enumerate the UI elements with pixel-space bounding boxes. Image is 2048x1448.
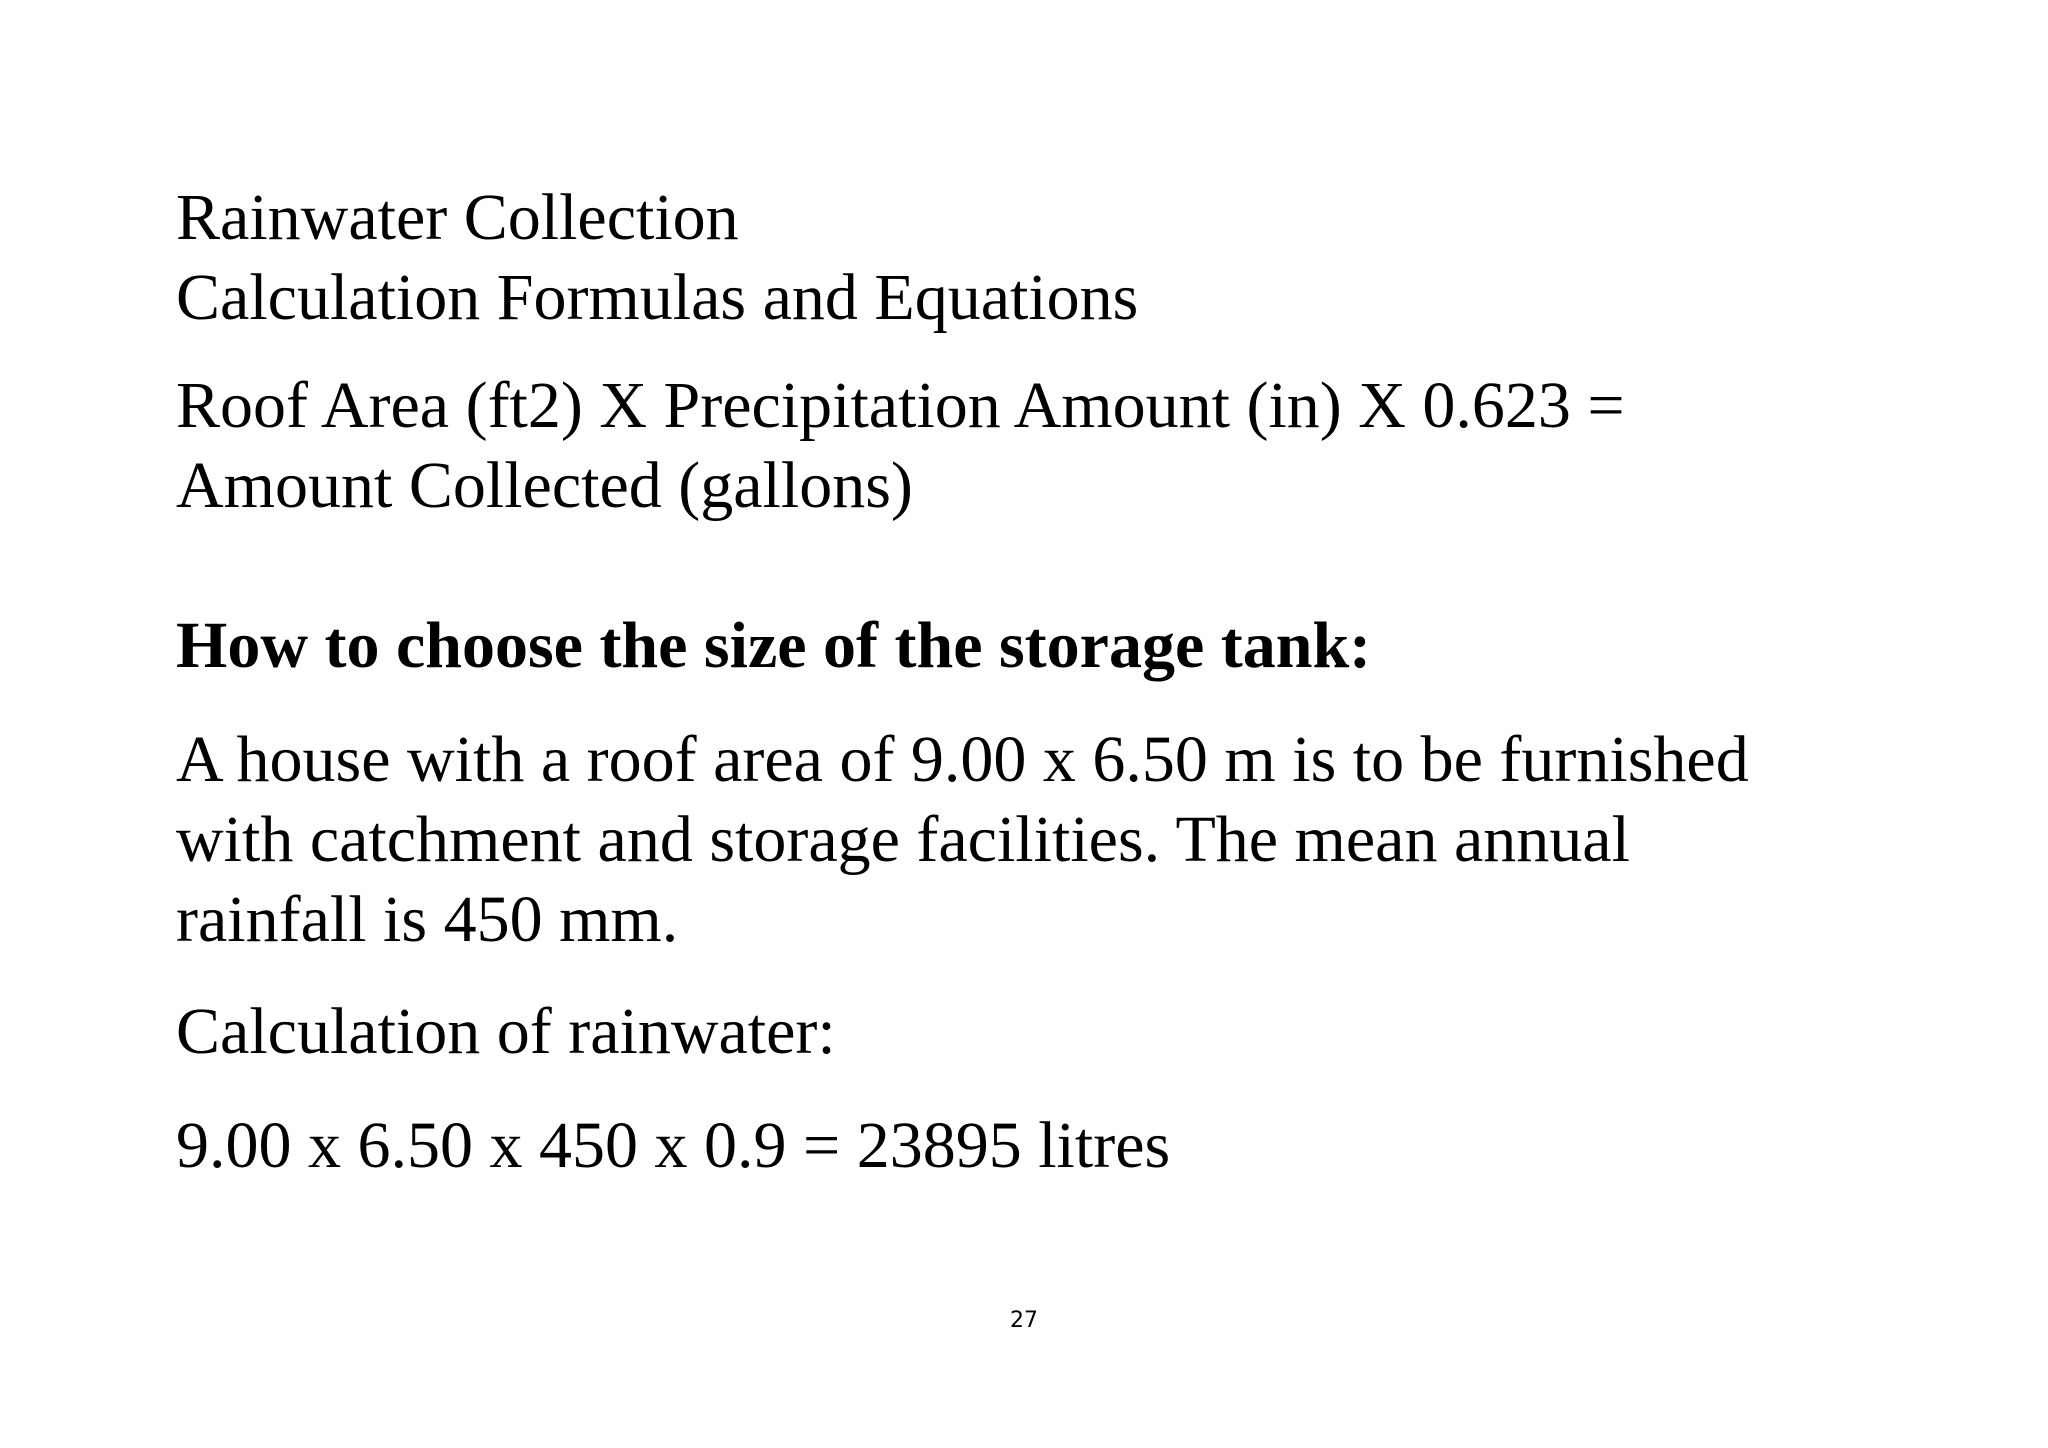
formula-line-2: Amount Collected (gallons) [176, 449, 913, 522]
formula-paragraph [176, 366, 1625, 526]
problem-line-2: with catchment and storage facilities. The mean annual [176, 803, 1630, 876]
formula-line-1: Roof Area (ft2) X Precipitation Amount (in) X 0.623 = [176, 369, 1625, 442]
calculation-label: Calculation of rainwater: [176, 995, 836, 1068]
calculation-result: 9.00 x 6.50 x 450 x 0.9 = 23895 litres [176, 1109, 1171, 1182]
section-heading: How to choose the size of the storage tank: [176, 609, 1372, 682]
page-number: 27 [1010, 1308, 1038, 1333]
title-line-2: Calculation Formulas and Equations [176, 261, 1139, 334]
problem-line-3: rainfall is 450 mm. [176, 883, 679, 956]
problem-paragraph [176, 720, 1749, 960]
title-line-1: Rainwater Collection [176, 181, 739, 254]
problem-line-1: A house with a roof area of 9.00 x 6.50 m is to be furnished [176, 723, 1749, 796]
document-title [176, 178, 1138, 338]
